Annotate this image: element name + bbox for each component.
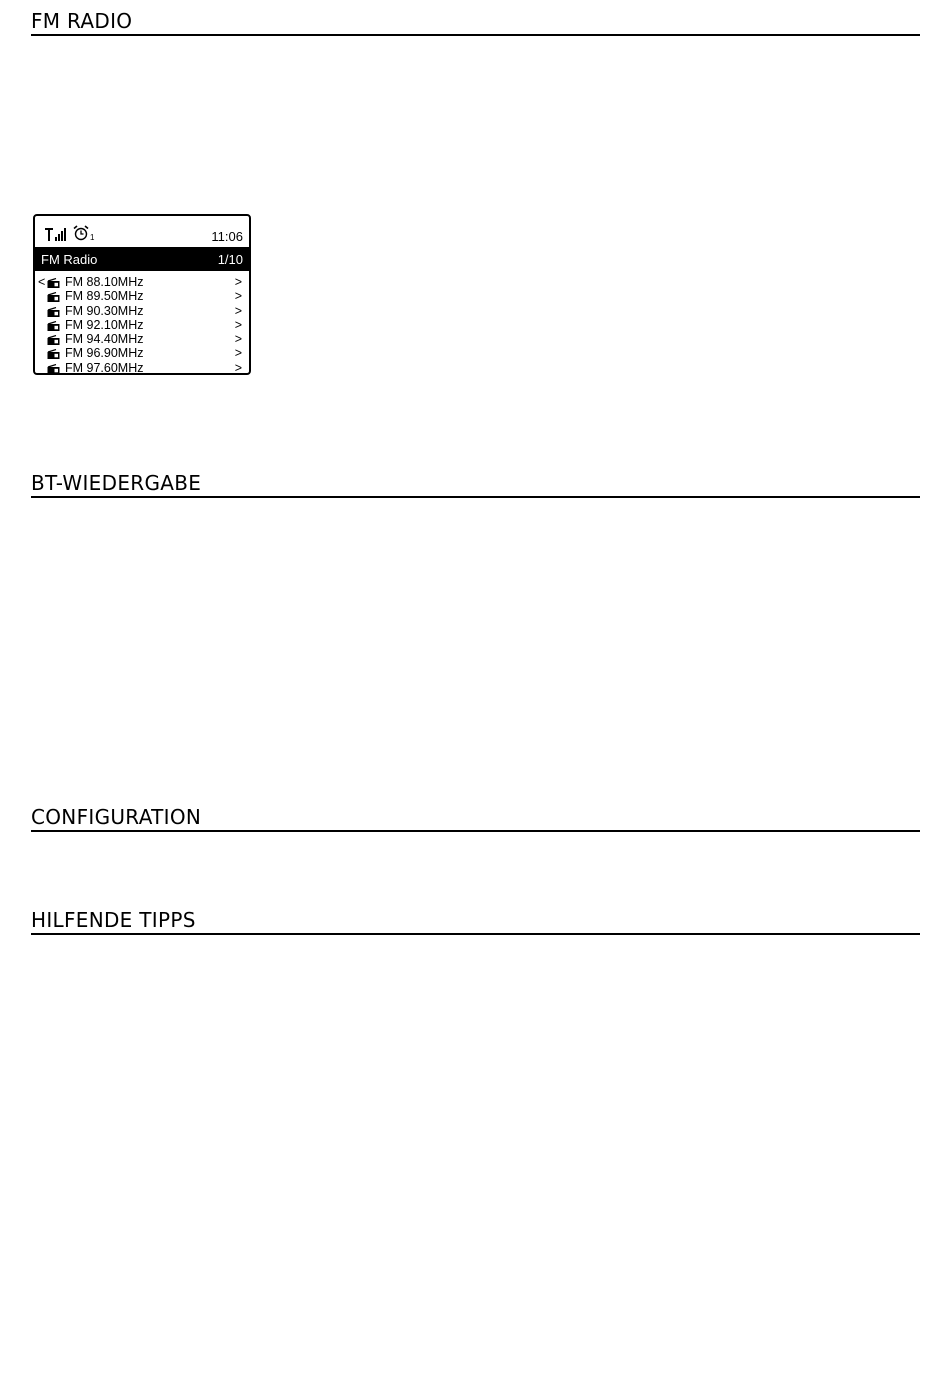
forward-arrow: >	[234, 346, 242, 361]
station-row[interactable]	[35, 289, 249, 303]
station-row[interactable]	[35, 318, 249, 332]
section-heading-fm-radio: FM RADIO	[31, 10, 920, 36]
radio-icon	[47, 292, 60, 302]
station-label: FM 89.50MHz	[65, 289, 144, 304]
forward-arrow: >	[234, 360, 242, 375]
station-label: FM 94.40MHz	[65, 332, 144, 347]
station-label: FM 90.30MHz	[65, 303, 144, 318]
clock-time: 11:06	[211, 229, 243, 244]
section-heading-tips: HILFENDE TIPPS	[31, 909, 920, 935]
radio-icon	[47, 349, 60, 359]
radio-icon	[47, 307, 60, 317]
back-arrow[interactable]: <	[38, 275, 46, 289]
forward-arrow: >	[234, 289, 242, 304]
radio-display-screen	[33, 214, 251, 375]
station-row[interactable]	[35, 346, 249, 360]
station-list	[35, 275, 249, 375]
radio-icon	[47, 364, 60, 374]
station-label: FM 88.10MHz	[65, 275, 144, 289]
station-row[interactable]	[35, 332, 249, 346]
screen-title: FM Radio	[41, 252, 98, 267]
forward-arrow: >	[234, 303, 242, 318]
station-label: FM 96.90MHz	[65, 346, 144, 361]
status-bar	[35, 216, 249, 246]
forward-arrow: >	[234, 332, 242, 347]
radio-icon	[47, 321, 60, 331]
page-indicator: 1/10	[217, 252, 243, 267]
forward-arrow: >	[234, 317, 242, 332]
station-label: FM 92.10MHz	[65, 317, 144, 332]
section-heading-configuration: CONFIGURATION	[31, 806, 920, 832]
radio-icon	[47, 335, 60, 345]
station-row[interactable]	[35, 361, 249, 375]
screen-title-bar	[35, 247, 249, 271]
section-heading-bt-playback: BT-WIEDERGABE	[31, 472, 920, 498]
station-row[interactable]	[35, 275, 249, 289]
signal-strength-icon	[45, 228, 67, 242]
alarm-index: 1	[90, 233, 95, 242]
station-row[interactable]	[35, 304, 249, 318]
station-label: FM 97.60MHz	[65, 360, 144, 375]
forward-arrow: >	[234, 275, 242, 289]
radio-icon	[47, 278, 60, 288]
alarm-clock-icon	[73, 225, 89, 241]
